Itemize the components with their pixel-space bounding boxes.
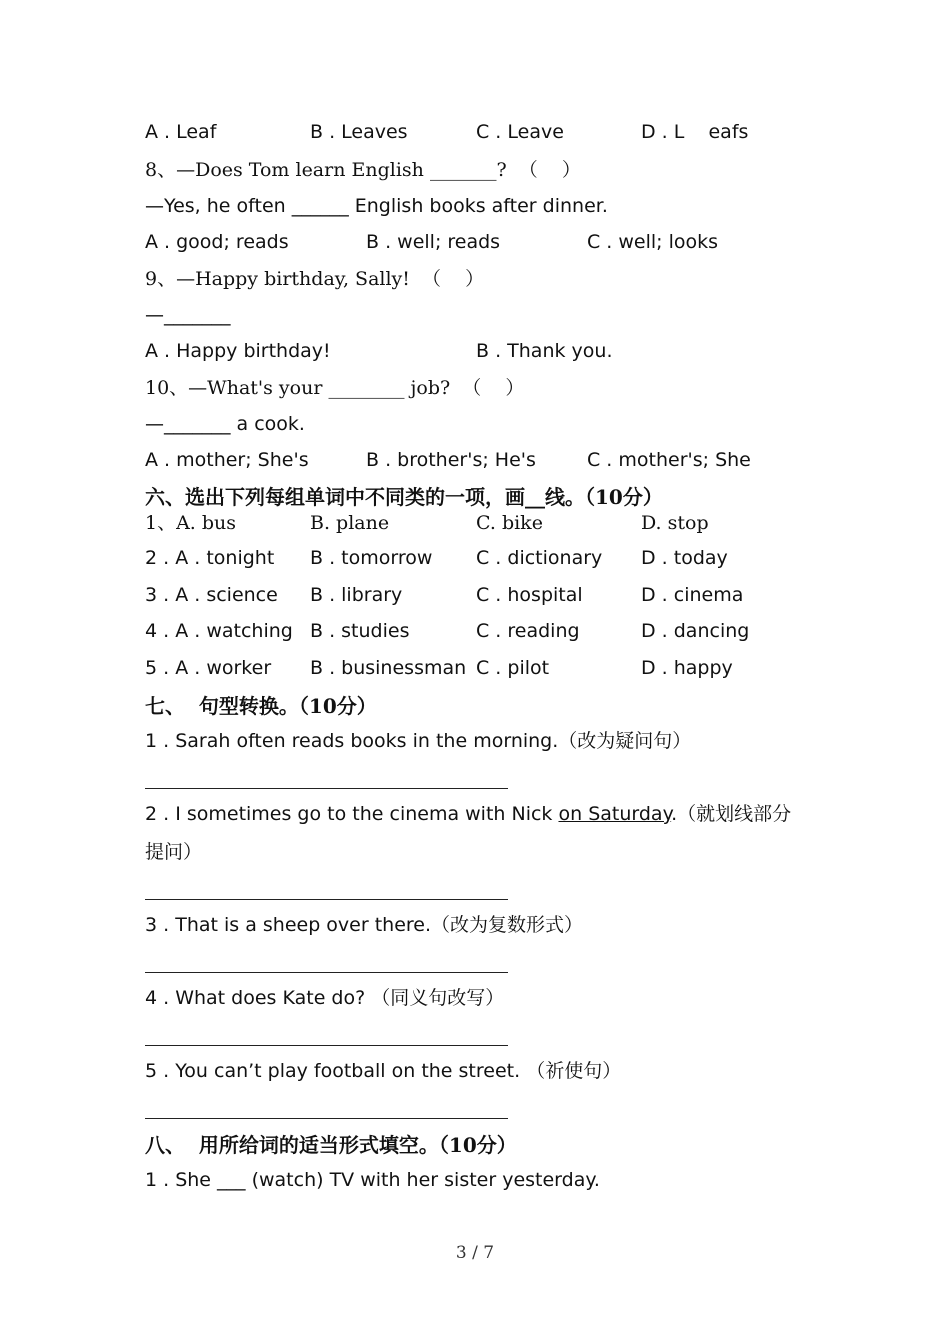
s7-q2-answer-line[interactable] (145, 899, 508, 900)
q8-question: 8、—Does Tom learn English _______? （ ） (145, 159, 581, 181)
s7-q2-cont: 提问） (145, 841, 203, 863)
s7-q1: 1 . Sarah often reads books in the morning.（改为疑问句） (145, 730, 692, 752)
s6-row4-b: B . studies (310, 620, 410, 642)
s6-row2-b: B . tomorrow (310, 547, 433, 569)
s7-q2-instruction: .（就划线部分 (671, 803, 792, 825)
q7-option-d: D . L eafs (641, 121, 749, 143)
s6-row5-c: C . pilot (476, 657, 550, 679)
s7-q4: 4 . What does Kate do? （同义句改写） (145, 987, 505, 1009)
s6-row1-a: 1、A. bus (145, 512, 237, 534)
q9-answer-line: —_______ (145, 304, 231, 326)
s6-row4-c: C . reading (476, 620, 580, 642)
section7-heading: 七、 句型转换。（10分） (145, 694, 377, 718)
q10-option-a: A . mother; She's (145, 449, 309, 471)
s7-q1-answer-line[interactable] (145, 788, 508, 789)
q8-option-b: B . well; reads (366, 231, 501, 253)
section6-heading: 六、选出下列每组单词中不同类的一项，画__线。（10分） (145, 485, 663, 509)
section8-heading: 八、 用所给词的适当形式填空。（10分） (145, 1133, 517, 1157)
s6-row2-d: D . today (641, 547, 728, 569)
s6-row4-d: D . dancing (641, 620, 750, 642)
q7-option-b: B . Leaves (310, 121, 408, 143)
s7-q2-underlined: on Saturday (558, 803, 672, 825)
s6-row3-d: D . cinema (641, 584, 744, 606)
q9-option-b: B . Thank you. (476, 340, 613, 362)
s6-row2-c: C . dictionary (476, 547, 603, 569)
s6-row3-b: B . library (310, 584, 403, 606)
page-number: 3 / 7 (455, 1243, 495, 1263)
s7-q3: 3 . That is a sheep over there.（改为复数形式） (145, 914, 584, 936)
s8-q1: 1 . She ___ (watch) TV with her sister yesterday. (145, 1169, 600, 1191)
s6-row5-a: 5 . A . worker (145, 657, 272, 679)
s6-row5-d: D . happy (641, 657, 733, 679)
s7-q2 (145, 802, 791, 826)
q8-option-c: C . well; looks (587, 231, 719, 253)
s6-row2-a: 2 . A . tonight (145, 547, 275, 569)
q9-option-a: A . Happy birthday! (145, 340, 331, 362)
s6-row1-b: B. plane (310, 512, 390, 534)
s7-q5: 5 . You can’t play football on the street. （祈使句） (145, 1060, 622, 1082)
q7-option-a: A . Leaf (145, 121, 217, 143)
q8-option-a: A . good; reads (145, 231, 289, 253)
q10-option-b: B . brother's; He's (366, 449, 536, 471)
s6-row5-b: B . businessman (310, 657, 467, 679)
q10-question: 10、—What's your ________ job? （ ） (145, 377, 525, 399)
q8-answer-line: —Yes, he often ______ English books after dinner. (145, 195, 608, 217)
s6-row4-a: 4 . A . watching (145, 620, 293, 642)
q10-option-c: C . mother's; She (587, 449, 751, 471)
s6-row3-a: 3 . A . science (145, 584, 278, 606)
s7-q5-answer-line[interactable] (145, 1118, 508, 1119)
q9-question: 9、—Happy birthday, Sally! （ ） (145, 268, 485, 290)
s7-q2-text: 2 . I sometimes go to the cinema with Nick (145, 803, 559, 825)
q7-option-c: C . Leave (476, 121, 564, 143)
q10-answer-line: —_______ a cook. (145, 413, 305, 435)
s6-row3-c: C . hospital (476, 584, 583, 606)
s7-q3-answer-line[interactable] (145, 972, 508, 973)
s6-row1-c: C. bike (476, 512, 543, 534)
s7-q4-answer-line[interactable] (145, 1045, 508, 1046)
s6-row1-d: D. stop (641, 512, 709, 534)
